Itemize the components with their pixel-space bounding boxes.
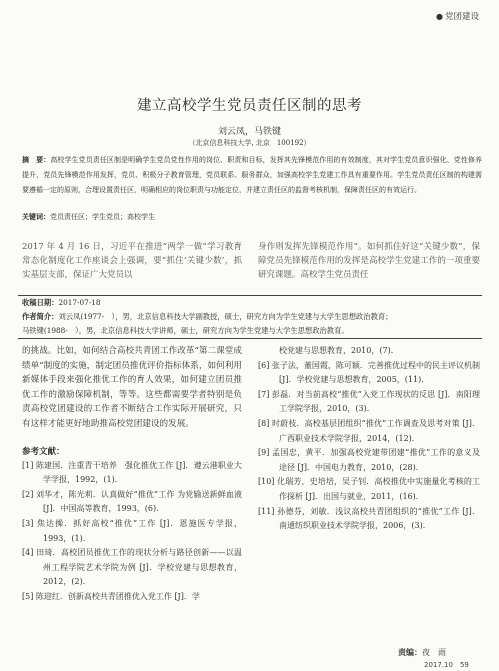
references-list-left <box>22 459 242 605</box>
article-info-box <box>18 295 482 339</box>
reference-item: [5] 陈迎红．创新高校共青团推优入党工作 [J]．学 <box>22 591 200 601</box>
reference-item: [1] 陈建国．注重青干培养 强化推优工作 [J]．遵云港职业大学学报，1992，(1)． <box>22 460 242 485</box>
article-title: 建立高校学生党员责任区制的思考 <box>137 98 362 114</box>
reference-item: [9] 孟国忠，黄平．加强高校党建带团建“推优”工作的意义及途径 [J]．中国电力教育，2010，(28)． <box>258 448 480 472</box>
references-list-right <box>258 344 480 534</box>
body-column-left-top: 2017 年 4 月 16 日，习近平在推进“两学一做”学习教育常态化制度化工作座谈会上强调，要“抓住‘关键少数’，抓实基层支部，保证广大党员以 <box>22 242 242 281</box>
abstract-label: 摘 要： <box>22 155 51 164</box>
author-affiliation: （北京信息科技大学, 北京 100192） <box>188 139 311 147</box>
section-tag <box>436 10 479 22</box>
reference-item: [4] 田琦．高校团员推优工作的现状分析与路径创新——以温州工程学院艺术学院为例 [J]．学校党建与思想教育，2012，(2)． <box>22 548 242 587</box>
keywords-text: 党员责任区；学生党员；高校学生 <box>50 213 155 221</box>
page-number: 2017.10 59 <box>424 661 469 669</box>
reference-item: [11] 孙德芬，刘敏．浅议高校共青团组织的“推优”工作 [J]．南通纺织职业技术学院学报，2006，(3)． <box>258 506 480 531</box>
keywords <box>22 212 482 222</box>
reference-item: 校党建与思想教育，2010，(7)． <box>279 346 399 355</box>
received-date <box>18 296 482 310</box>
circle-icon: ● <box>436 12 443 21</box>
abstract-text: 高校学生党员责任区制是明确学生党员党性作用的岗位、职责和目标，发挥其先锋模范作用的有效制度，其对学生党员意识强化、党性修养提升，党员先锋模范作用发挥，党员、积极分子教育管理，党员联系、服务群众，加强高校学生党建工作具有重要作用。学生党员责任区制的构建需要遵循一定的原则，合理设置责任区，明确相应的岗位职责与功能定位，并建立责任区的监督考核机制，保障责任区的有效运行。 <box>22 156 482 194</box>
editor-name: 夜 雨 <box>422 648 446 657</box>
reference-item: [8] 时蔚枝．高校基层团组织“推优”工作调查及思考对策 [J]．广西职业技术学院学报，2014，(12)． <box>258 418 480 443</box>
reference-item: [6] 张子法，董国霞，陈可颖．完善推优过程中的民主评议机制 [J]．学校党建与思想教育，2005，(11)． <box>258 360 480 385</box>
author-bio-1 <box>18 310 482 324</box>
reference-item: [3] 焦达操．抓好高校“推优”工作 [J]．恩施医专学报，1993，(1)． <box>22 518 242 543</box>
body-column-right-top: 身作则发挥先锋模范作用”。如何抓住好这“关键少数”，保障党员先锋模范作用的发挥是高校学生党建工作的一项重要研究课题。高校学生党员责任 <box>258 242 480 281</box>
abstract <box>22 153 482 197</box>
reference-item: [7] 彭磊．对当前高校“推优”入党工作现状的反思 [J]．南阳理工学院学报，2010，(3)． <box>258 389 480 414</box>
bio-line-1: 刘云凤(1977- ），男，北京信息科技大学副教授，硕士，研究方向为学生党建与大学生思想政治教育； <box>58 312 393 321</box>
keywords-label: 关键词： <box>22 212 50 221</box>
author-bio-2: 马铁键(1988- ），男，北京信息科技大学讲师，硕士，研究方向为学生党建与大学生思想政治教育。 <box>22 326 349 335</box>
bio-label: 作者简介： <box>22 312 59 321</box>
received-label: 收稿日期： <box>22 298 59 307</box>
reference-item: [2] 刘华才，陈光莉．认真做好“推优”工作 为党输送新鲜血液 [J]．中国高等教育，1993，(6)． <box>22 489 242 514</box>
body-paragraph: 的挑战。比如，如何结合高校共青团工作改革“第二课堂成绩单”制度的实施，制定团员推优评价指标体系，如何利用新媒体手段来强化推优工作的育人效果，如何建立团员推优工作的激励保障机制，等等。这些都需要学者特别是负责高校党团建设的工作者不断结合工作实际开展研究，只有这样才能更好地助推高校党团建设的发展。 <box>22 346 242 429</box>
received-value: 2017-07-18 <box>58 298 101 307</box>
article-authors: 刘云凤，马铁键 <box>217 127 281 137</box>
references-heading: 参考文献： <box>22 446 65 457</box>
editor-credit <box>398 647 446 658</box>
section-tag-label: 党团建设 <box>444 12 479 22</box>
body-column-left-bottom <box>22 344 242 605</box>
editor-label: 责编： <box>398 647 422 657</box>
reference-item: [10] 化瑞芳，史培培，吴子钊．高校推优中实施量化考核的工作探析 [J]．出国与就业，2011，(16)． <box>258 477 480 501</box>
